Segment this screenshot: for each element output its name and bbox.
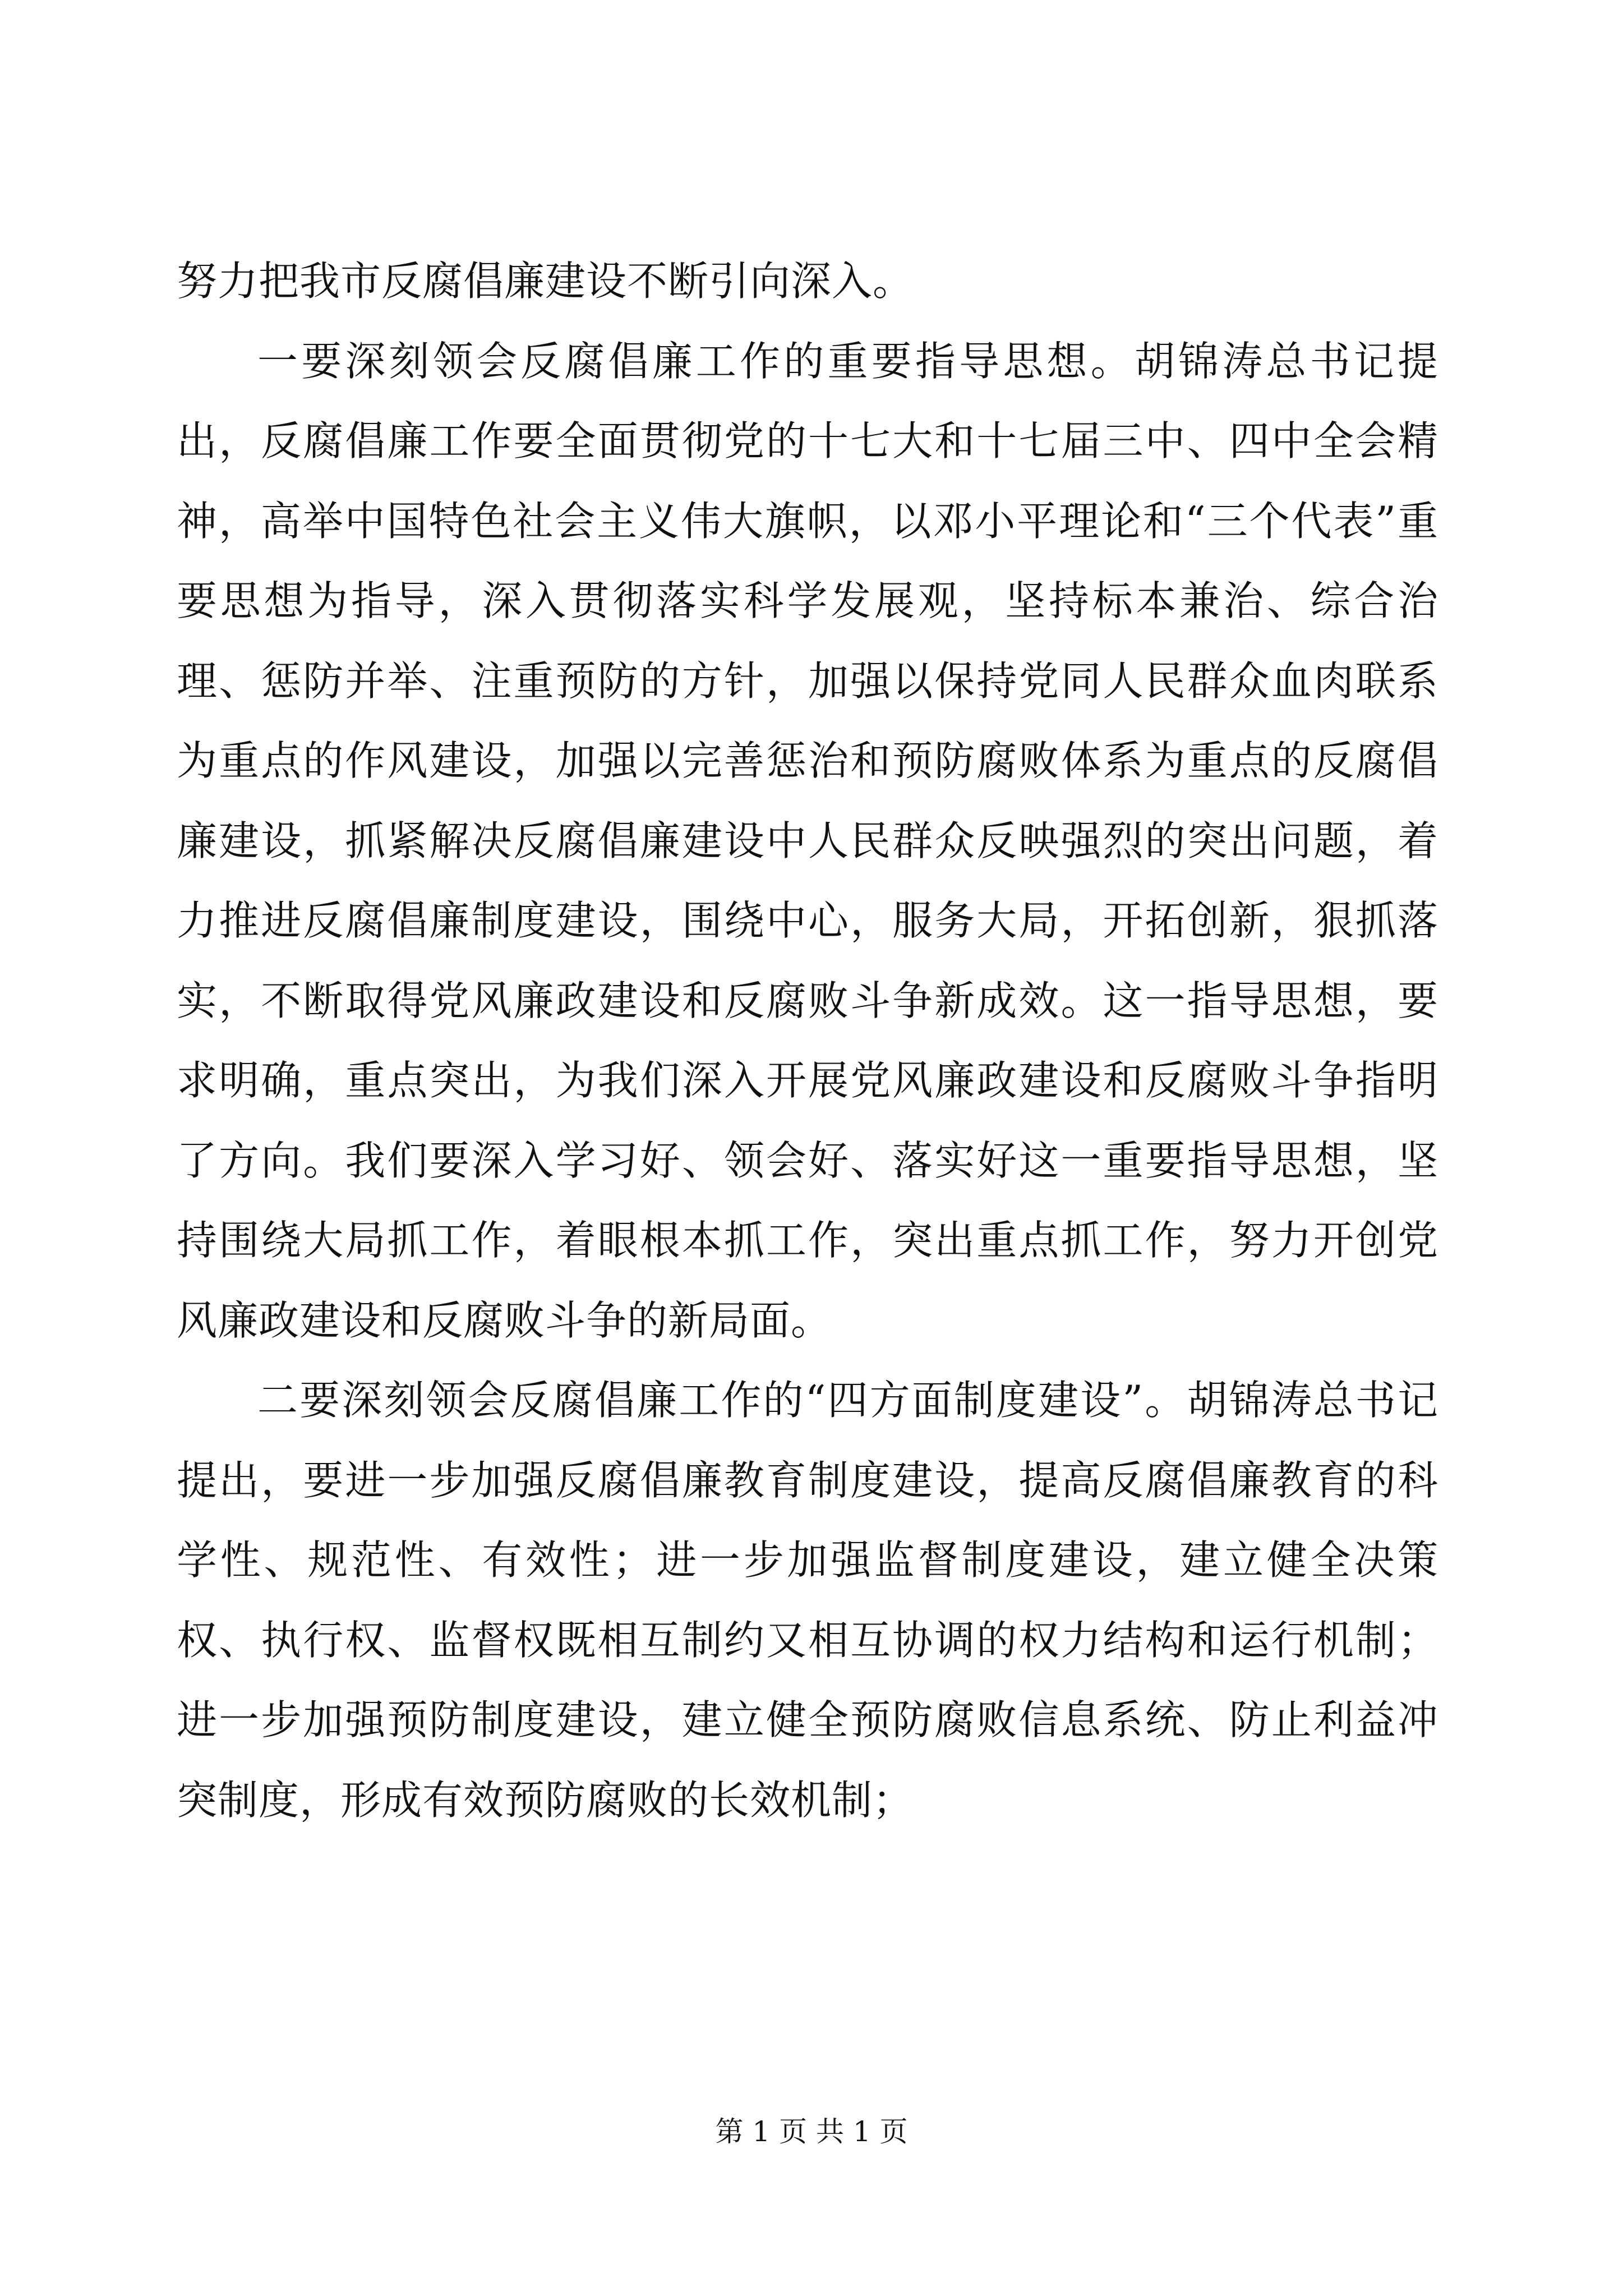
paragraph-guiding-thought: 一要深刻领会反腐倡廉工作的重要指导思想。胡锦涛总书记提出，反腐倡廉工作要全面贯彻党的十七大和十七届三中、四中全会精神，高举中国特色社会主义伟大旗帜，以邓小平理论和“三个代表”重要思想为指导，深入贯彻落实科学发展观，坚持标本兼治、综合治理、惩防并举、注重预防的方针，加强以保持党同人民群众血肉联系为重点的作风建设，加强以完善惩治和预防腐败体系为重点的反腐倡廉建设，抓紧解决反腐倡廉建设中人民群众反映强烈的突出问题，着力推进反腐倡廉制度建设，围绕中心，服务大局，开拓创新，狠抓落实，不断取得党风廉政建设和反腐败斗争新成效。这一指导思想，要求明确，重点突出，为我们深入开展党风廉政建设和反腐败斗争指明了方向。我们要深入学习好、领会好、落实好这一重要指导思想，坚持围绕大局抓工作，着眼根本抓工作，突出重点抓工作，努力开创党风廉政建设和反腐败斗争的新局面。: [177, 337, 1438, 1344]
document-body: [177, 241, 1438, 1840]
paragraph-continuation: 努力把我市反腐倡廉建设不断引向深入。: [177, 257, 914, 305]
paragraph-four-systems: 二要深刻领会反腐倡廉工作的“四方面制度建设”。胡锦涛总书记提出，要进一步加强反腐倡廉教育制度建设，提高反腐倡廉教育的科学性、规范性、有效性；进一步加强监督制度建设，建立健全决策权、执行权、监督权既相互制约又相互协调的权力结构和运行机制；进一步加强预防制度建设，建立健全预防腐败信息系统、防止利益冲突制度，形成有效预防腐败的长效机制；: [177, 1377, 1438, 1824]
page-footer: 第 1 页 共 1 页: [715, 2115, 908, 2148]
